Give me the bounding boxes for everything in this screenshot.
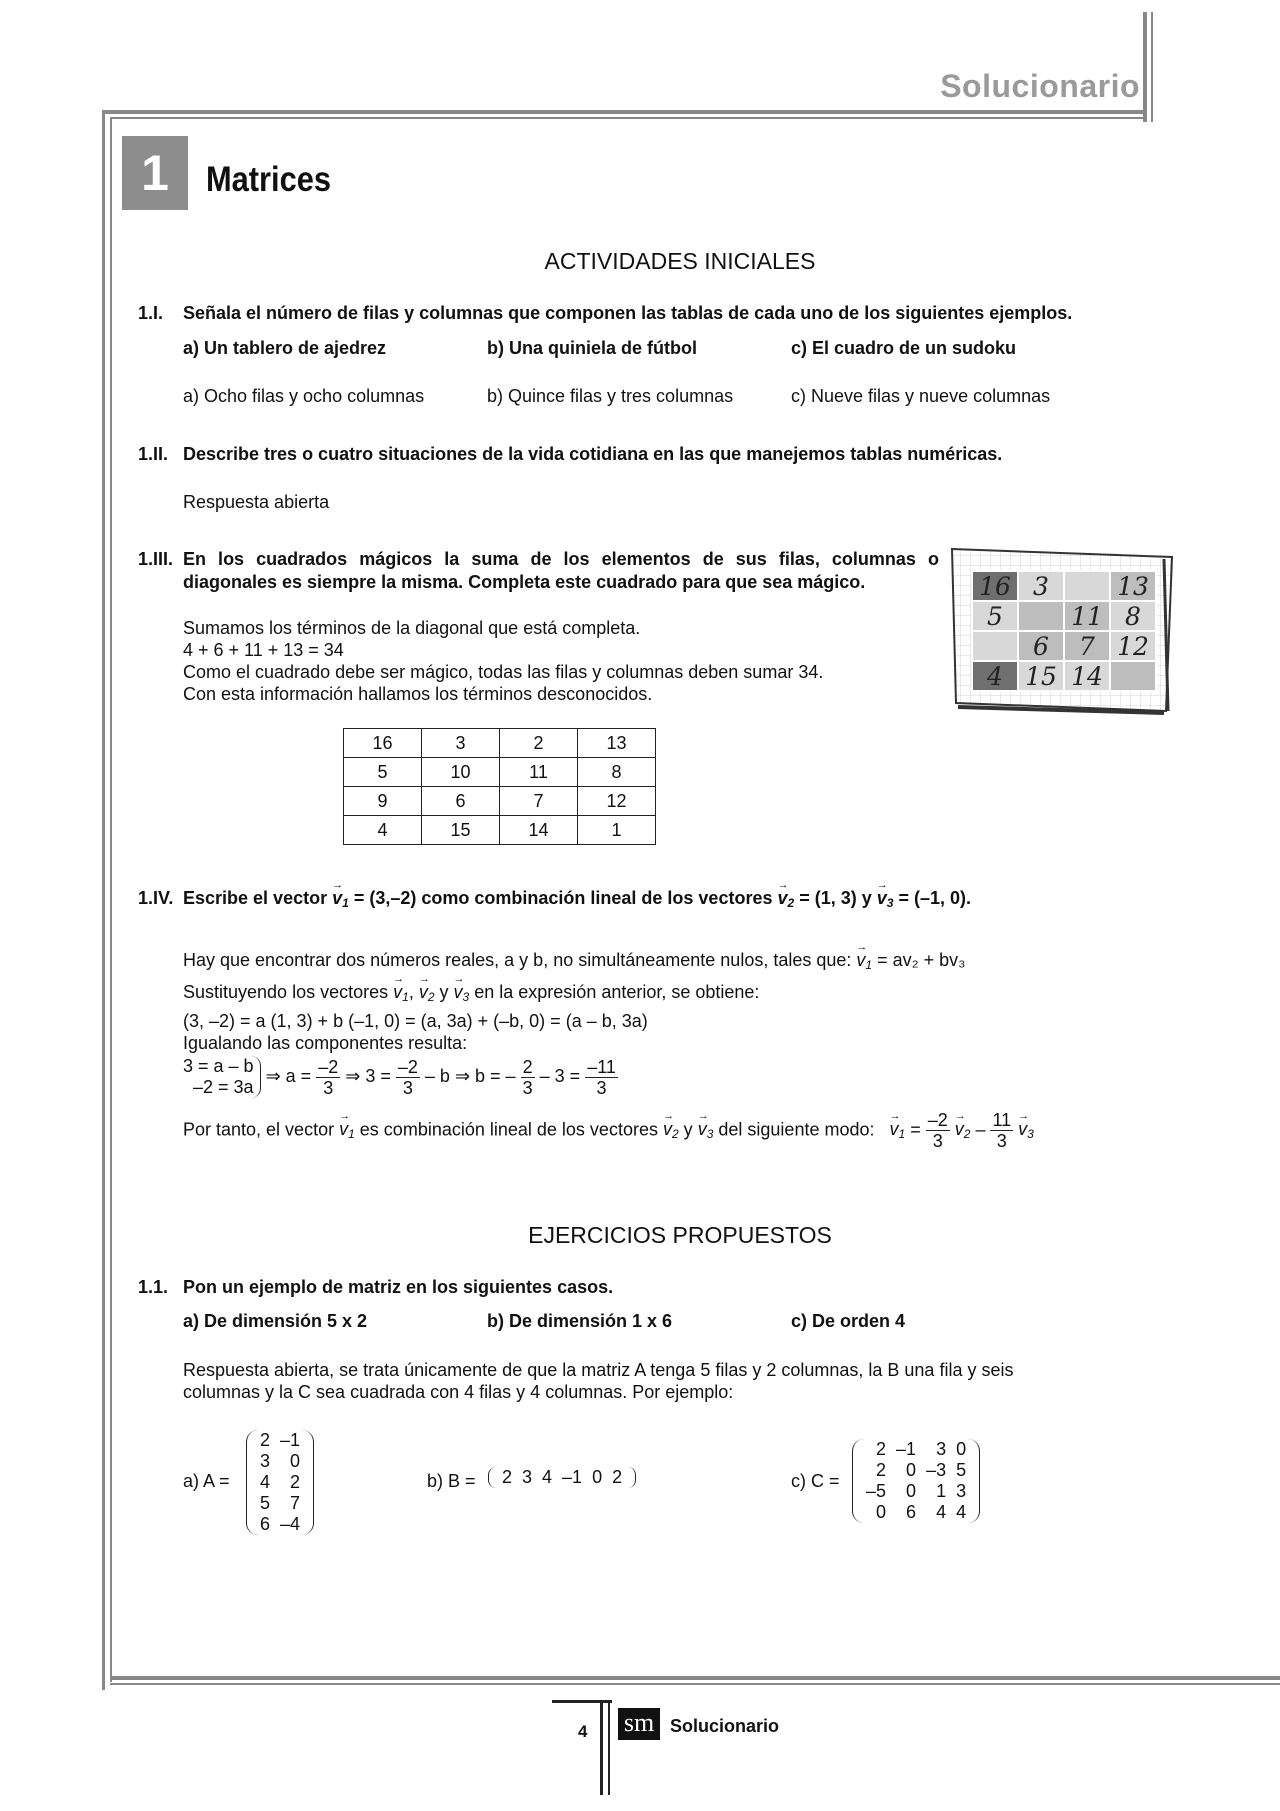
sketch-cell <box>972 631 1018 661</box>
vector-v2: → $v_2$ <box>777 887 794 915</box>
sketch-number: 13 <box>1117 572 1149 601</box>
question-text: Señala el número de filas y columnas que componen las tablas de cada uno de los siguientes ejemplos. <box>183 303 1073 323</box>
answer-a: a) Ocho filas y ocho columnas <box>183 386 425 406</box>
explanation-line: Sustituyendo los vectores → $v_1$, → $v_2$ $y \to v_3$ en la expresión anterior, se obtiene: <box>183 981 759 1008</box>
question-number: 1.1. <box>138 1277 169 1297</box>
table-cell: 2 <box>500 729 578 758</box>
sketch-number: 5 <box>987 602 1003 631</box>
question-text: Describe tres o cuatro situaciones de la vida cotidiana en las que manejemos tablas numéricas. <box>183 444 1003 464</box>
question-number: 1.I. <box>138 303 164 323</box>
chapter-title: Matrices <box>206 160 331 199</box>
sketch-number: 7 <box>1079 632 1095 661</box>
table-row <box>344 787 656 816</box>
table-cell: 16 <box>344 729 422 758</box>
matrix-c-label: c) C = <box>791 1471 840 1491</box>
frame-line-top-2 <box>110 117 1147 119</box>
question-text: Escribe el vector → $v_1 = (3,-2)$ como combinación lineal de los vectores → $v_2 = (1$, 3) $y \to v_3 = (-1$, 0). <box>183 887 971 915</box>
option-b: b) Una quiniela de fútbol <box>487 338 697 358</box>
vector-v1: → $v_1$ <box>332 887 349 915</box>
option-b: b) De dimensión 1 x 6 <box>487 1311 673 1331</box>
footer-line <box>608 1700 610 1795</box>
frame-line-bottom <box>110 1676 1280 1680</box>
equation-system: 3 = a – b –2 = 3a ⇒ a = $\frac{-2}{3}$ ⇒ 3 = $\frac{-2}{3}$ – b ⇒ b = – $\frac{2}{3}$ – 3 = $\frac{-11}{3}$ <box>183 1056 616 1098</box>
sketch-cell <box>1064 571 1110 601</box>
frame-line-left-2 <box>110 117 112 1682</box>
chapter-number: 1 <box>122 136 188 210</box>
table-row <box>344 729 656 758</box>
sketch-number: 15 <box>1025 662 1057 691</box>
magic-square-table <box>343 728 656 845</box>
frame-line-bottom-2 <box>110 1683 1280 1685</box>
explanation-line: Igualando las componentes resulta: <box>183 1033 468 1053</box>
table-cell: 5 <box>344 758 422 787</box>
question-text-line2: diagonales es siempre la misma. Completa este cuadrado para que sea mágico. <box>183 572 866 592</box>
table-cell: 6 <box>422 787 500 816</box>
section-title-actividades: ACTIVIDADES INICIALES <box>544 248 816 274</box>
answer-line: columnas y la C sea cuadrada con 4 filas y 4 columnas. Por ejemplo: <box>183 1382 734 1402</box>
page-number: 4 <box>578 1722 588 1741</box>
vector-v3: → $v_3$ <box>877 887 894 915</box>
table-cell: 4 <box>344 816 422 845</box>
table-cell: 7 <box>500 787 578 816</box>
answer-line: Respuesta abierta, se trata únicamente de que la matriz A tenga 5 filas y 2 columnas, la B una fila y seis <box>183 1360 1014 1380</box>
table-cell: 9 <box>344 787 422 816</box>
table-cell: 3 <box>422 729 500 758</box>
table-cell: 1 <box>578 816 656 845</box>
explanation-line: 4 + 6 + 11 + 13 = 34 <box>183 640 344 660</box>
option-c: c) De orden 4 <box>791 1311 906 1331</box>
explanation-line: Con esta información hallamos los términos desconocidos. <box>183 684 653 704</box>
table-cell: 8 <box>578 758 656 787</box>
sketch-cell <box>1018 601 1064 631</box>
explanation-line: Sumamos los términos de la diagonal que está completa. <box>183 618 641 638</box>
footer-line <box>552 1700 612 1703</box>
answer-text: Respuesta abierta <box>183 492 330 512</box>
frame-line-top <box>102 110 1147 114</box>
table-cell: 15 <box>422 816 500 845</box>
sketch-number: 14 <box>1071 662 1103 691</box>
magic-square-sketch <box>950 545 1175 715</box>
table-cell: 11 <box>500 758 578 787</box>
option-a: a) De dimensión 5 x 2 <box>183 1311 368 1331</box>
sketch-number: 12 <box>1117 632 1149 661</box>
table-cell: 12 <box>578 787 656 816</box>
table-cell: 10 <box>422 758 500 787</box>
sketch-number: 3 <box>1033 572 1049 601</box>
frame-line-right-outer <box>1143 12 1147 122</box>
table-row <box>344 816 656 845</box>
sketch-number: 8 <box>1125 602 1141 631</box>
sketch-number: 6 <box>1033 632 1049 661</box>
question-number: 1.II. <box>138 444 169 464</box>
footer-title: Solucionario <box>670 1716 780 1736</box>
frame-line-right-inner <box>1151 12 1153 122</box>
explanation-line: (3, –2) = a (1, 3) + b (–1, 0) = (a, 3a) + (–b, 0) = (a – b, 3a) <box>183 1011 648 1031</box>
question-number: 1.IV. <box>138 888 174 908</box>
header-title: Solucionario <box>940 68 1140 104</box>
question-text: Pon un ejemplo de matriz en los siguientes casos. <box>183 1277 614 1297</box>
frame-line-left <box>102 110 105 1690</box>
question-number: 1.III. <box>138 549 174 569</box>
conclusion-line: Por tanto, el vector → $v_1$ es combinación lineal de los vectores → $v_2$ $y \to v_3$ del siguiente modo: → $v_1$ = $\frac{-2}{3}$ → $v_2$ – $\frac{11}{3}$ → $v_3$ <box>183 1110 1034 1151</box>
table-cell: 13 <box>578 729 656 758</box>
matrix-c: 2 –1 3 0 2 0 –3 5 –5 0 1 3 0 6 4 4 <box>852 1439 980 1523</box>
option-a: a) Un tablero de ajedrez <box>183 338 387 358</box>
sketch-number: 11 <box>1071 602 1103 631</box>
matrix-a: 2 –1 3 0 4 2 5 7 6 –4 <box>246 1430 314 1535</box>
sketch-number: 16 <box>979 572 1011 601</box>
option-c: c) El cuadro de un sudoku <box>791 338 1017 358</box>
explanation-line: Hay que encontrar dos números reales, a y b, no simultáneamente nulos, tales que: → $v_1 = av_2 + bv_3$ <box>183 949 965 976</box>
question-text-line1: En los cuadrados mágicos la suma de los elementos de sus filas, columnas o <box>183 549 939 569</box>
table-row <box>344 758 656 787</box>
explanation-line: Como el cuadrado debe ser mágico, todas las filas y columnas deben sumar 34. <box>183 662 824 682</box>
answer-c: c) Nueve filas y nueve columnas <box>791 386 1051 406</box>
sketch-cell <box>1110 661 1156 691</box>
section-title-ejercicios: EJERCICIOS PROPUESTOS <box>528 1222 832 1248</box>
publisher-logo: sm <box>618 1708 660 1740</box>
footer-line <box>600 1700 603 1795</box>
table-cell: 14 <box>500 816 578 845</box>
answer-b: b) Quince filas y tres columnas <box>487 386 734 406</box>
matrix-b: 2 3 4 –1 0 2 <box>488 1467 636 1488</box>
sketch-number: 4 <box>987 662 1003 691</box>
matrix-a-label: a) A = <box>183 1471 230 1491</box>
matrix-b-label: b) B = <box>427 1471 476 1491</box>
